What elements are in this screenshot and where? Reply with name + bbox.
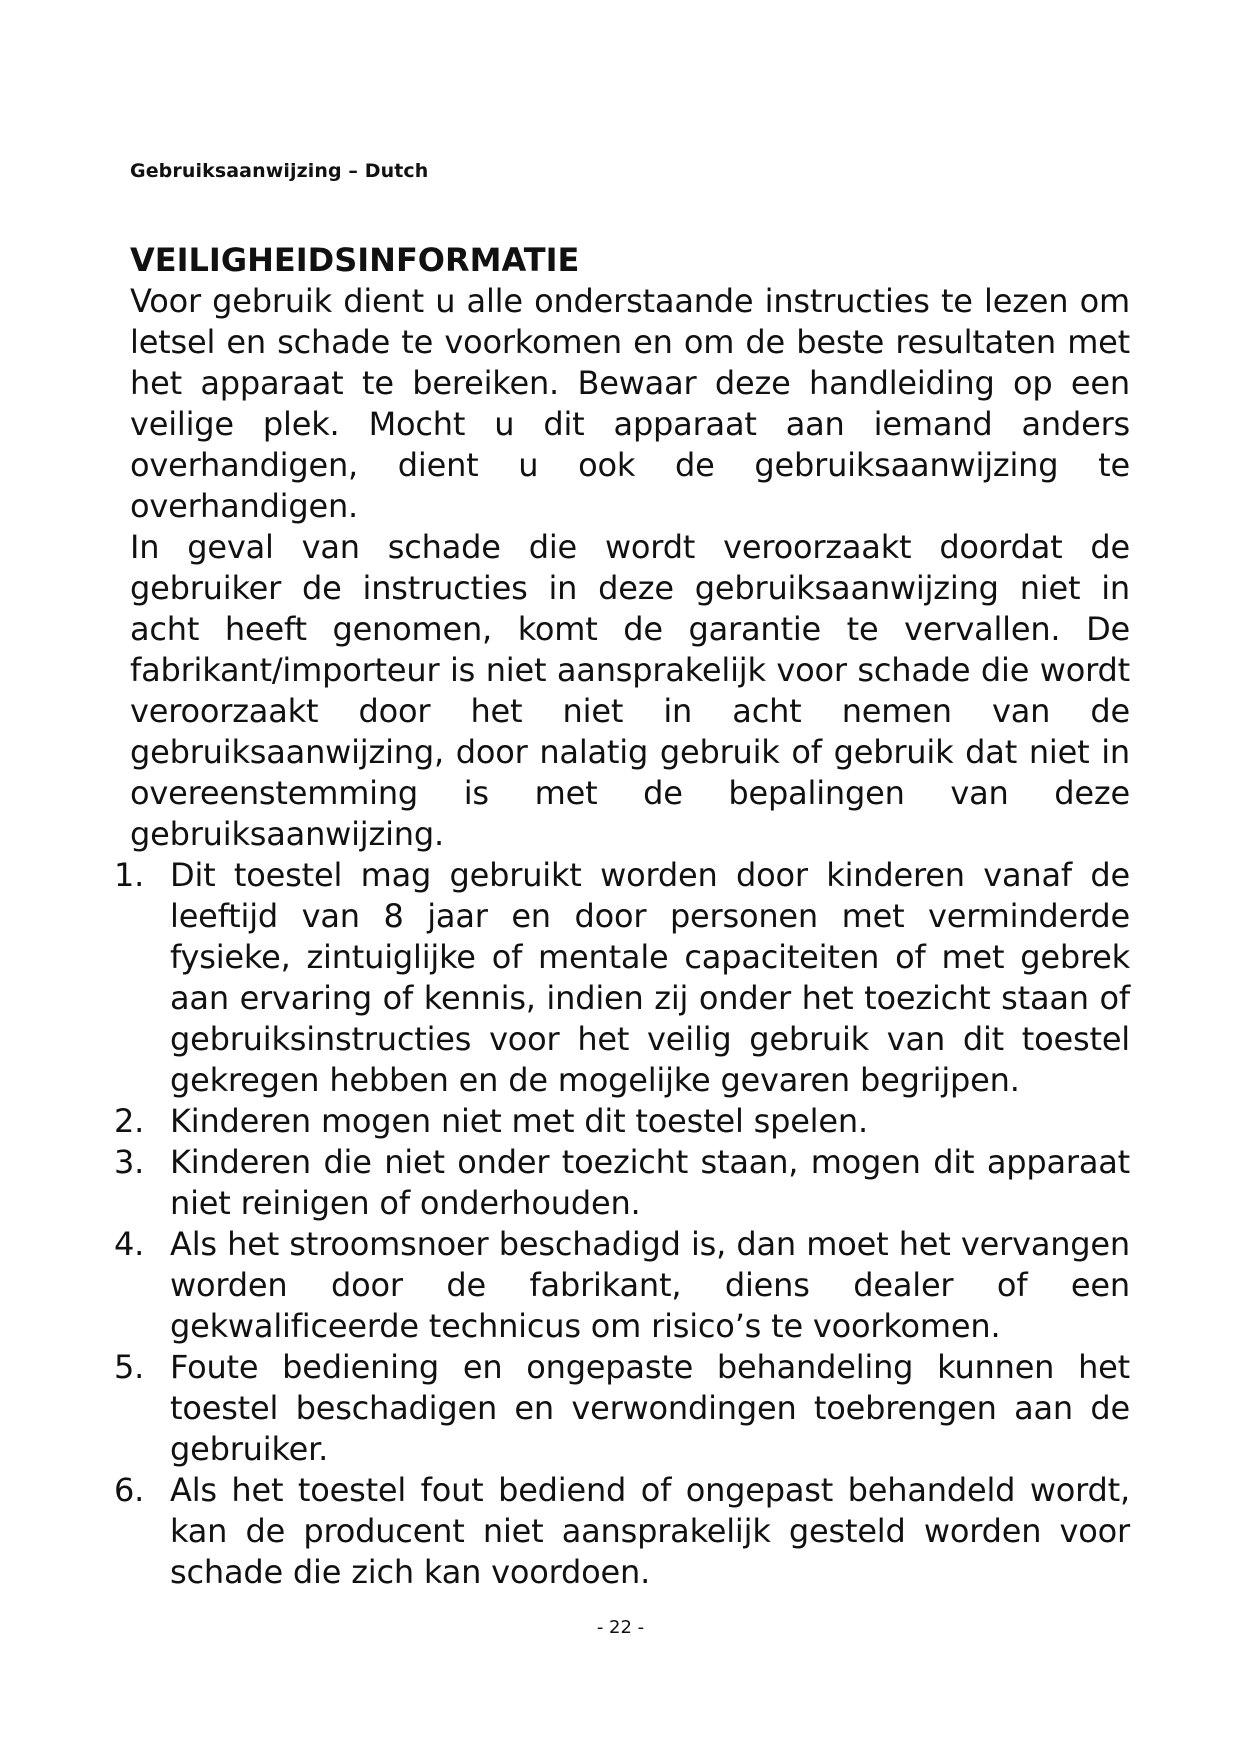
list-item-text: Als het stroomsnoer beschadigd is, dan moet het vervangen worden door de fabrikant, diens dealer of een gekwalificeerde technicus om risico’s te voorkomen. — [170, 1225, 1130, 1345]
safety-section — [114, 240, 1130, 1593]
list-item — [114, 1101, 1130, 1142]
page-number: - 22 - — [596, 1617, 645, 1638]
list-item — [114, 1142, 1130, 1224]
intro-paragraph: Voor gebruik dient u alle onderstaande instructies te lezen om letsel en schade te voorkomen en om de beste resultaten met het apparaat te bereiken. Bewaar deze handleiding op een veilige plek. Mocht u dit apparaat aan iemand anders overhandigen, dient u ook de gebruiksaanwijzing te overhandigen. — [130, 282, 1130, 525]
warranty-paragraph: In geval van schade die wordt veroorzaakt doordat de gebruiker de instructies in deze gebruiksaanwijzing niet in acht heeft genomen, komt de garantie te vervallen. De fabrikant/importeur is niet aansprakelijk voor schade die wordt veroorzaakt door het niet in acht nemen van de gebruiksaanwijzing, door nalatig gebruik of gebruik dat niet in overeenstemming is met de bepalingen van deze gebruiksaanwijzing. — [130, 528, 1130, 853]
list-item-number: 5. — [114, 1348, 145, 1386]
list-item-text: Foute bediening en ongepaste behandeling kunnen het toestel beschadigen en verwondingen toebrengen aan de gebruiker. — [170, 1348, 1130, 1468]
list-item-number: 6. — [114, 1471, 145, 1509]
list-item-text: Kinderen die niet onder toezicht staan, mogen dit apparaat niet reinigen of onderhouden. — [170, 1143, 1130, 1222]
list-item-text: Kinderen mogen niet met dit toestel spelen. — [170, 1102, 868, 1140]
page-header: Gebruiksaanwijzing – Dutch — [130, 160, 429, 182]
section-title: VEILIGHEIDSINFORMATIE — [130, 241, 580, 279]
list-item-number: 3. — [114, 1143, 145, 1181]
list-item-number: 1. — [114, 856, 145, 894]
list-item — [114, 1347, 1130, 1470]
list-item-text: Dit toestel mag gebruikt worden door kinderen vanaf de leeftijd van 8 jaar en door personen met verminderde fysieke, zintuiglijke of mentale capaciteiten of met gebrek aan ervaring of kennis, indien zij onder het toezicht staan of gebruiksinstructies voor het veilig gebruik van dit toestel gekregen hebben en de mogelijke gevaren begrijpen. — [170, 856, 1130, 1099]
list-item — [114, 1470, 1130, 1593]
list-item — [114, 1224, 1130, 1347]
list-item-number: 4. — [114, 1225, 145, 1263]
list-item-text: Als het toestel fout bediend of ongepast behandeld wordt, kan de producent niet aansprakelijk gesteld worden voor schade die zich kan voordoen. — [170, 1471, 1130, 1591]
safety-rules-list — [114, 855, 1130, 1593]
list-item-number: 2. — [114, 1102, 145, 1140]
list-item — [114, 855, 1130, 1101]
